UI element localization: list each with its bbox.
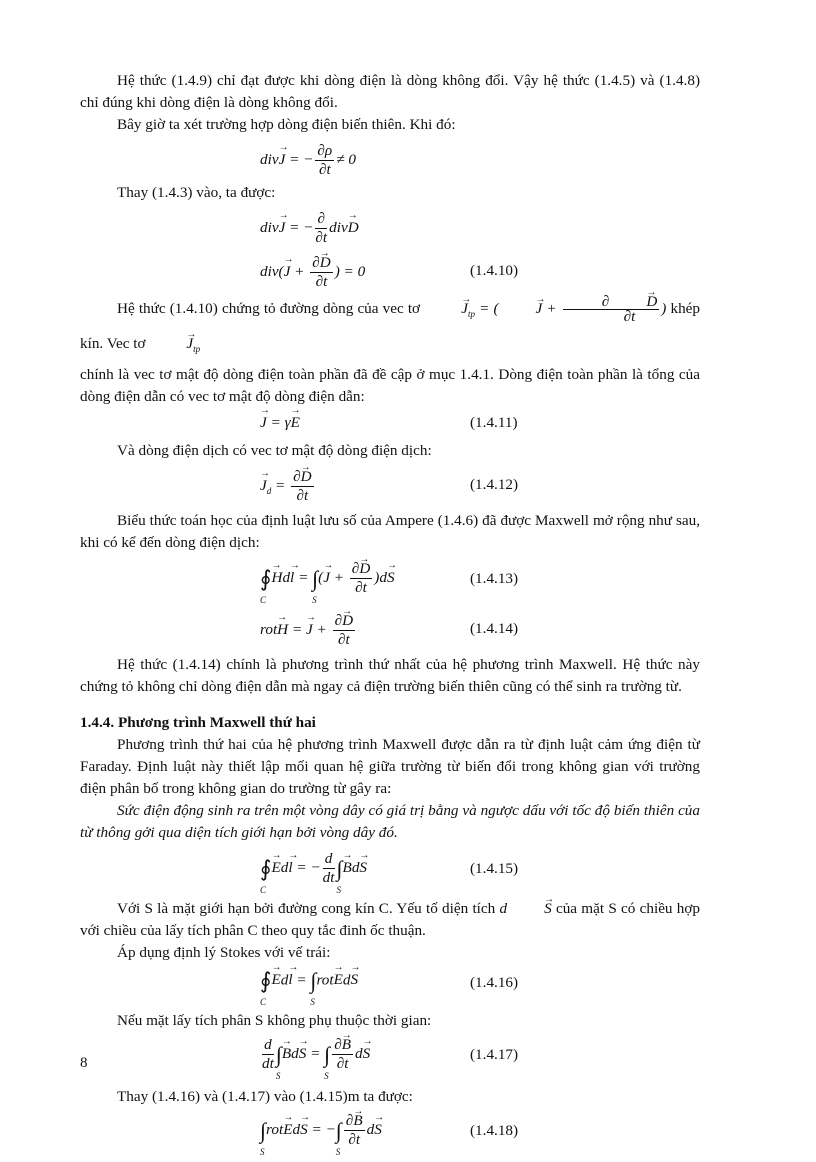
equation-div-j: div→ J = − $\frac{\partial\rho}{\partial t}$ ≠ 0	[80, 138, 700, 180]
equation-number: (1.4.16)	[470, 974, 519, 991]
equation-number: (1.4.10)	[470, 262, 519, 279]
paragraph-6: Biểu thức toán học của định luật lưu số của Ampere (1.4.6) đã được Maxwell mở rộng như sau, khi có kể đến dòng điện dịch:	[80, 512, 700, 551]
equation-1-4-15: ∮ C → Ed→ l = − $\frac{d}{dt}$ ∫ S → Bd→ S (1.4.15)	[80, 846, 700, 896]
paragraph-10: Với S là mặt giới hạn bởi đường cong kín C. Yếu tố diện tích d→ S của mặt S có chiều hợp với chiều của lấy tích phân C theo quy tắc đinh ốc thuận.	[80, 898, 700, 942]
equation-1-4-16: ∮ C → Ed→ l = ∫ S rot→ Ed→ S (1.4.16)	[80, 966, 700, 1008]
equation-1-4-13: ∮ C → Hd→ l = ∫ S (→ J + $\frac{\partial\to D}{\partial t}$ )d→ S (1.4.13)	[80, 556, 700, 606]
paragraph-4: Hệ thức (1.4.10) chứng tỏ đường dòng của vec tơ → $J_{tp}$ = (→ J + $\frac{\partial\to D}{\partial t}$ ) khép kín. Vec tơ → $J_{tp}$	[80, 294, 700, 364]
page-number: 8	[80, 1055, 88, 1071]
equation-1-4-10: div(→ J + $\frac{\partial\to D}{\partial t}$ ) = 0 (1.4.10)	[80, 250, 700, 292]
paragraph-2: Bây giờ ta xét trường hợp dòng điện biến thiên. Khi đó:	[117, 116, 456, 133]
equation-number: (1.4.11)	[470, 414, 518, 431]
paragraph-11: Áp dụng định lý Stokes với vế trái:	[117, 944, 331, 961]
paragraph-3: Thay (1.4.3) vào, ta được:	[117, 184, 276, 201]
paragraph-5: Và dòng điện dịch có vec tơ mật độ dòng điện dịch:	[117, 442, 432, 459]
equation-number: (1.4.18)	[470, 1122, 519, 1139]
page-body	[80, 70, 700, 1162]
equation-number: (1.4.17)	[470, 1046, 519, 1063]
paragraph-7: Hệ thức (1.4.14) chính là phương trình thứ nhất của hệ phương trình Maxwell. Hệ thức này chứng tỏ không chỉ dòng điện dẫn mà ngay cả điện trường biến thiên cũng có thể sinh ra trường từ.	[80, 656, 700, 695]
equation-div-j-d: div→ J = − $\frac{\partial}{\partial t}$ div→ D	[80, 206, 700, 248]
paragraph-13: Thay (1.4.16) và (1.4.17) vào (1.4.15)m ta được:	[117, 1088, 413, 1105]
equation-1-4-11: → J = γ→ E (1.4.11)	[80, 410, 700, 438]
paragraph-9: Sức điện động sinh ra trên một vòng dây có giá trị bằng và ngược dấu với tốc độ biến thiên của từ thông gởi qua diện tích giới hạn bởi vòng dây đó.	[80, 802, 700, 841]
equation-1-4-17: $\frac{d}{dt}$ ∫ S → Bd→ S = ∫ S $\frac{\partial\to B}{\partial t}$ d→ S (1.4.17)	[80, 1034, 700, 1084]
paragraph-1: Hệ thức (1.4.9) chỉ đạt được khi dòng điện là dòng không đổi. Vậy hệ thức (1.4.5) và (1.4.8) chỉ đúng khi dòng điện là dòng không đổi.	[80, 72, 700, 111]
equation-1-4-12: → $J_d$ = $\frac{\partial\to D}{\partial t}$ (1.4.12)	[80, 464, 700, 508]
paragraph-4-cont: chính là vec tơ mật độ dòng điện toàn phần đã đề cập ở mục 1.4.1. Dòng điện toàn phần là tổng của dòng điện dẫn có vec tơ mật độ dòng điện dẫn:	[80, 366, 700, 405]
equation-number: (1.4.13)	[470, 570, 519, 587]
equation-number: (1.4.15)	[470, 860, 519, 877]
equation-number: (1.4.14)	[470, 620, 519, 637]
equation-1-4-14: rot→ H = → J + $\frac{\partial\to D}{\partial t}$ (1.4.14)	[80, 608, 700, 652]
equation-number: (1.4.12)	[470, 476, 519, 493]
paragraph-8: Phương trình thứ hai của hệ phương trình Maxwell được dẫn ra từ định luật cảm ứng điện từ Faraday. Định luật này thiết lập mối quan hệ giữa trường từ biến đổi trong không gian với trường điện phân bố trong không gian do trường từ gây ra:	[80, 736, 700, 797]
paragraph-12: Nếu mặt lấy tích phân S không phụ thuộc thời gian:	[117, 1012, 432, 1029]
equation-1-4-18: ∫ S rot→ Ed→ S = −∫ S $\frac{\partial\to B}{\partial t}$ d→ S (1.4.18)	[80, 1110, 700, 1160]
section-heading: 1.4.4. Phương trình Maxwell thứ hai	[80, 714, 316, 731]
